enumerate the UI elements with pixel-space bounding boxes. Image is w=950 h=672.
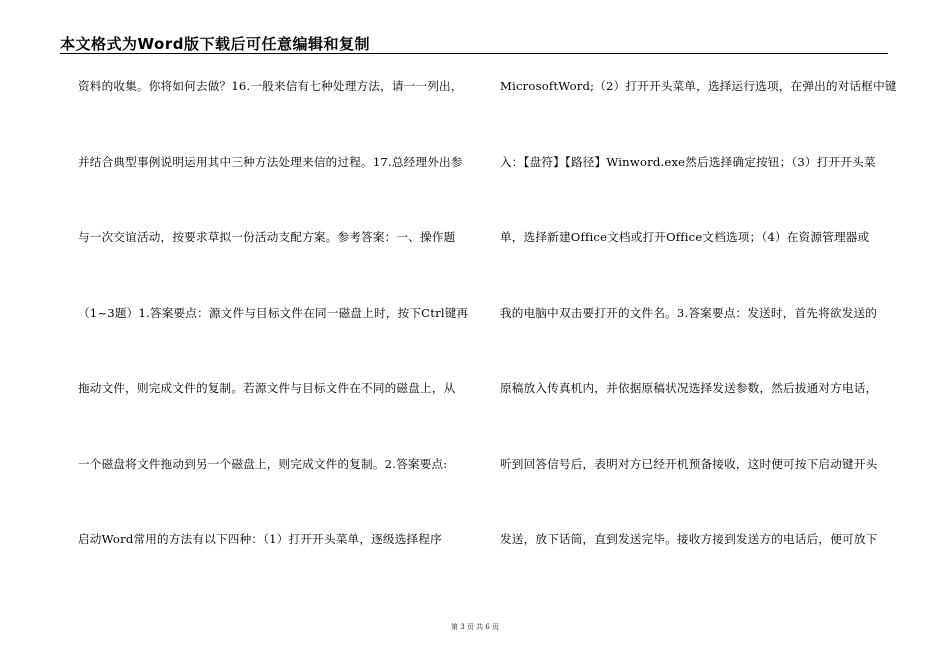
text-line: 原稿放入传真机内，并依据原稿状况选择发送参数，然后拔通对方电话， [500,381,878,395]
header-divider [60,53,888,54]
page-number: 第 3 页 共 6 页 [450,623,500,631]
text-line: 我的电脑中双击要打开的文件名。3.答案要点：发送时，首先将欲发送的 [500,305,878,320]
text-line: 拖动文件，则完成文件的复制。若源文件与目标文件在不同的磁盘上，从 [78,381,456,395]
text-line: 发送，放下话筒，直到发送完毕。接收方接到发送方的电话后，便可放下 [500,532,878,546]
text-line: 入：【盘符】【路径】Winword.exe然后选择确定按钮；（3）打开开头菜 [500,154,876,169]
text-line: 资料的收集。你将如何去做？16.一般来信有七种处理方法，请一一列出， [78,79,463,93]
text-line: 并结合典型事例说明运用其中三种方法处理来信的过程。17.总经理外出参 [78,154,463,169]
text-line: 一个磁盘将文件拖动到另一个磁盘上，则完成文件的复制。2.答案要点: [78,456,448,471]
right-text-column [500,77,897,606]
text-line: 听到回答信号后，表明对方已经开机预备接收，这时便可按下启动键开头 [500,456,878,471]
text-line: 与一次交谊活动，按要求草拟一份活动支配方案。参考答案：一、操作题 [78,230,456,244]
text-line: MicrosoftWord;（2）打开开头菜单，选择运行选项，在弹出的对话框中键 [500,79,897,93]
document-header-title: 本文格式为Word版下载后可任意编辑和复制 [60,35,370,53]
left-text-column [78,77,470,606]
text-line: （1~3题）1.答案要点：源文件与目标文件在同一磁盘上时，按下Ctrl键再 [78,305,469,320]
text-line: 启动Word常用的方法有以下四种：（1）打开开头菜单，逐级选择程序 [78,532,442,546]
text-line: 单，选择新建Office文档或打开Office文档选项；（4）在资源管理器或 [500,230,870,244]
